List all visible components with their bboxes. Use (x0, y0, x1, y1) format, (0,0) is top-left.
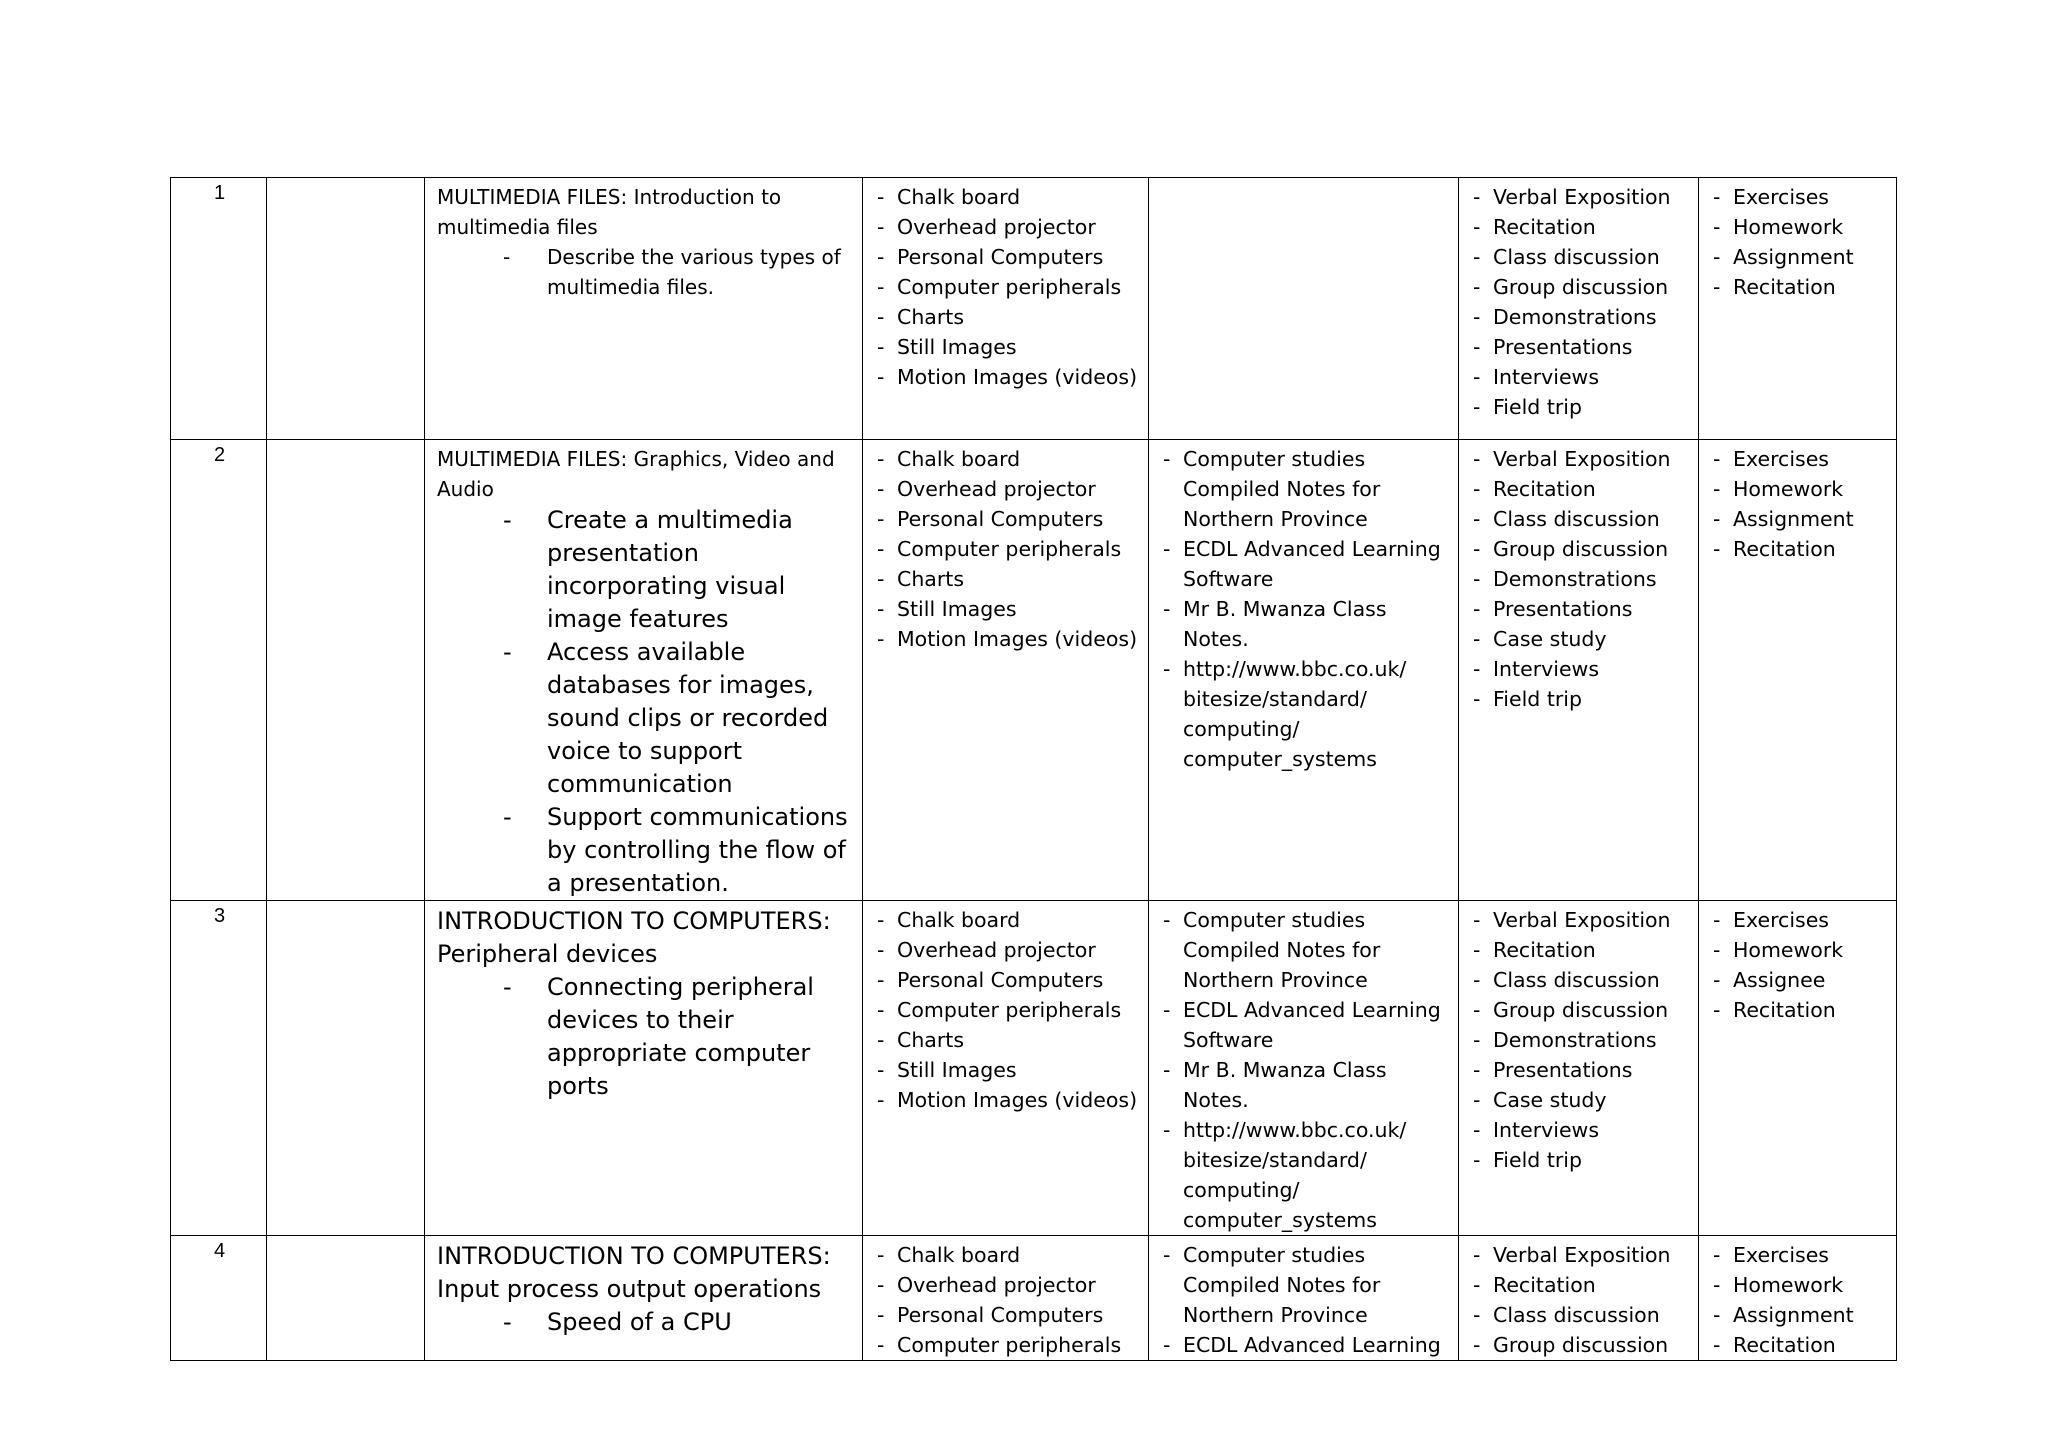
list-item: - Homework (1711, 212, 1886, 242)
list-item: - Recitation (1471, 1270, 1688, 1300)
methods-list (1471, 444, 1688, 714)
objective-item: - Create a multimedia presentation incorporating visual image features (503, 504, 852, 636)
list-item: - Chalk board (875, 905, 1138, 935)
methods-cell (1459, 1236, 1699, 1361)
list-item: - Demonstrations (1471, 564, 1688, 594)
teaching-aids-cell (863, 178, 1149, 440)
teaching-aids-list (875, 444, 1138, 654)
list-item: - Case study (1471, 624, 1688, 654)
table-row (171, 1236, 1897, 1361)
list-item: - Computer peripherals (875, 272, 1138, 302)
list-item: - Chalk board (875, 444, 1138, 474)
evaluation-list (1711, 444, 1886, 564)
week-number: 3 (171, 901, 267, 1236)
list-item: - Still Images (875, 1055, 1138, 1085)
date-cell (267, 901, 425, 1236)
list-item: - Computer peripherals (875, 1330, 1138, 1360)
objective-item: - Support communications by controlling the flow of a presentation. (503, 801, 852, 900)
references-cell (1149, 178, 1459, 440)
table-row (171, 901, 1897, 1236)
references-cell (1149, 1236, 1459, 1361)
teaching-aids-cell (863, 901, 1149, 1236)
list-item: - Recitation (1471, 212, 1688, 242)
list-item: - Still Images (875, 594, 1138, 624)
date-cell (267, 1236, 425, 1361)
list-item: - Demonstrations (1471, 302, 1688, 332)
list-item: - Mr B. Mwanza Class Notes. (1161, 594, 1448, 654)
teaching-aids-list (875, 905, 1138, 1115)
list-item: - Recitation (1711, 272, 1886, 302)
evaluation-list (1711, 182, 1886, 302)
date-cell (267, 178, 425, 440)
week-number: 2 (171, 440, 267, 901)
list-item: - Charts (875, 1025, 1138, 1055)
table-row (171, 178, 1897, 440)
topic-cell (425, 440, 863, 901)
evaluation-cell (1699, 440, 1897, 901)
methods-cell (1459, 440, 1699, 901)
teaching-aids-cell (863, 440, 1149, 901)
list-item: - Presentations (1471, 594, 1688, 624)
list-item: - Personal Computers (875, 504, 1138, 534)
list-item: - Computer studies Compiled Notes for Northern Province (1161, 444, 1448, 534)
methods-cell (1459, 901, 1699, 1236)
teaching-aids-cell (863, 1236, 1149, 1361)
list-item: - http://www.bbc.co.uk/ bitesize/standard/ computing/ computer_systems (1161, 654, 1448, 774)
list-item: - Presentations (1471, 332, 1688, 362)
list-item: - Class discussion (1471, 242, 1688, 272)
list-item: - Mr B. Mwanza Class Notes. (1161, 1055, 1448, 1115)
list-item: - Field trip (1471, 392, 1688, 422)
list-item: - Personal Computers (875, 965, 1138, 995)
list-item: - ECDL Advanced Learning (1161, 1330, 1448, 1360)
list-item: - Group discussion (1471, 995, 1688, 1025)
references-cell (1149, 440, 1459, 901)
topic-title: INTRODUCTION TO COMPUTERS: Input process output operations (437, 1242, 831, 1303)
list-item: - http://www.bbc.co.uk/ bitesize/standard/ computing/ computer_systems (1161, 1115, 1448, 1235)
methods-list (1471, 182, 1688, 422)
list-item: - Assignment (1711, 504, 1886, 534)
list-item: - Computer peripherals (875, 534, 1138, 564)
list-item: - Homework (1711, 1270, 1886, 1300)
list-item: - Exercises (1711, 905, 1886, 935)
list-item: - Motion Images (videos) (875, 624, 1138, 654)
list-item: - Recitation (1471, 474, 1688, 504)
list-item: - Overhead projector (875, 1270, 1138, 1300)
list-item: - Group discussion (1471, 534, 1688, 564)
evaluation-list (1711, 905, 1886, 1025)
objective-item: - Access available databases for images, sound clips or recorded voice to support communication (503, 636, 852, 801)
topic-title: INTRODUCTION TO COMPUTERS: Peripheral devices (437, 907, 831, 968)
topic-cell (425, 901, 863, 1236)
list-item: - ECDL Advanced Learning Software (1161, 995, 1448, 1055)
list-item: - Personal Computers (875, 1300, 1138, 1330)
references-list (1161, 905, 1448, 1235)
topic-title: MULTIMEDIA FILES: Graphics, Video and Audio (437, 447, 835, 501)
list-item: - Case study (1471, 1085, 1688, 1115)
objectives-list (437, 1306, 852, 1339)
week-number: 1 (171, 178, 267, 440)
teaching-aids-list (875, 1240, 1138, 1360)
list-item: - Recitation (1711, 995, 1886, 1025)
week-number: 4 (171, 1236, 267, 1361)
objectives-list (437, 971, 852, 1103)
list-item: - Computer studies Compiled Notes for Northern Province (1161, 1240, 1448, 1330)
list-item: - Class discussion (1471, 1300, 1688, 1330)
list-item: - Field trip (1471, 684, 1688, 714)
objectives-list (437, 504, 852, 900)
list-item: - Verbal Exposition (1471, 182, 1688, 212)
list-item: - Recitation (1471, 935, 1688, 965)
list-item: - Recitation (1711, 1330, 1886, 1360)
evaluation-cell (1699, 178, 1897, 440)
list-item: - Verbal Exposition (1471, 444, 1688, 474)
list-item: - Charts (875, 302, 1138, 332)
list-item: - Interviews (1471, 654, 1688, 684)
references-list (1161, 444, 1448, 774)
table-row (171, 440, 1897, 901)
list-item: - Computer peripherals (875, 995, 1138, 1025)
methods-cell (1459, 178, 1699, 440)
list-item: - Verbal Exposition (1471, 905, 1688, 935)
list-item: - Charts (875, 564, 1138, 594)
evaluation-cell (1699, 901, 1897, 1236)
list-item: - Exercises (1711, 182, 1886, 212)
list-item: - Homework (1711, 935, 1886, 965)
scheme-of-work-table (170, 177, 1897, 1361)
list-item: - Class discussion (1471, 965, 1688, 995)
list-item: - Assignment (1711, 1300, 1886, 1330)
list-item: - Presentations (1471, 1055, 1688, 1085)
references-cell (1149, 901, 1459, 1236)
references-list (1161, 1240, 1448, 1360)
list-item: - Verbal Exposition (1471, 1240, 1688, 1270)
objective-item: - Describe the various types of multimedia files. (503, 242, 852, 302)
topic-cell (425, 178, 863, 440)
list-item: - Personal Computers (875, 242, 1138, 272)
list-item: - Overhead projector (875, 935, 1138, 965)
list-item: - Recitation (1711, 534, 1886, 564)
list-item: - Assignee (1711, 965, 1886, 995)
topic-title: MULTIMEDIA FILES: Introduction to multimedia files (437, 185, 782, 239)
list-item: - Overhead projector (875, 474, 1138, 504)
list-item: - Motion Images (videos) (875, 362, 1138, 392)
objectives-list (437, 242, 852, 302)
list-item: - Overhead projector (875, 212, 1138, 242)
list-item: - Exercises (1711, 1240, 1886, 1270)
list-item: - Chalk board (875, 182, 1138, 212)
objective-item: - Connecting peripheral devices to their appropriate computer ports (503, 971, 852, 1103)
objective-item: - Speed of a CPU (503, 1306, 852, 1339)
list-item: - Interviews (1471, 1115, 1688, 1145)
list-item: - Computer studies Compiled Notes for Northern Province (1161, 905, 1448, 995)
list-item: - Motion Images (videos) (875, 1085, 1138, 1115)
list-item: - Assignment (1711, 242, 1886, 272)
list-item: - Group discussion (1471, 272, 1688, 302)
list-item: - ECDL Advanced Learning Software (1161, 534, 1448, 594)
evaluation-list (1711, 1240, 1886, 1360)
list-item: - Homework (1711, 474, 1886, 504)
list-item: - Demonstrations (1471, 1025, 1688, 1055)
list-item: - Interviews (1471, 362, 1688, 392)
methods-list (1471, 905, 1688, 1175)
list-item: - Group discussion (1471, 1330, 1688, 1360)
teaching-aids-list (875, 182, 1138, 392)
list-item: - Chalk board (875, 1240, 1138, 1270)
list-item: - Exercises (1711, 444, 1886, 474)
evaluation-cell (1699, 1236, 1897, 1361)
methods-list (1471, 1240, 1688, 1360)
date-cell (267, 440, 425, 901)
list-item: - Still Images (875, 332, 1138, 362)
list-item: - Field trip (1471, 1145, 1688, 1175)
list-item: - Class discussion (1471, 504, 1688, 534)
topic-cell (425, 1236, 863, 1361)
